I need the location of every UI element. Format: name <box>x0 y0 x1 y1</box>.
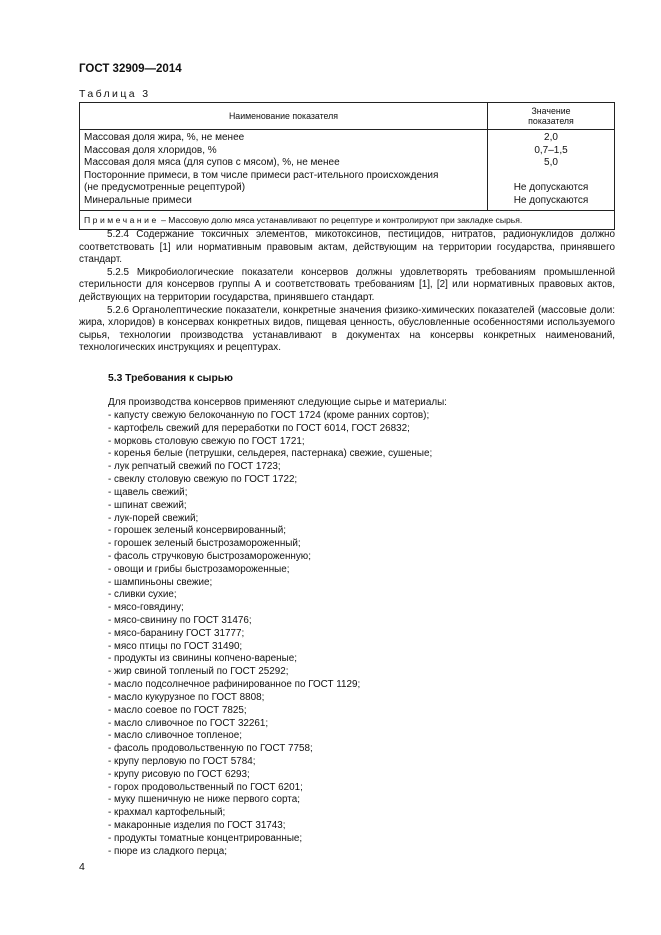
list-item: - продукты томатные концентрированные; <box>108 832 303 844</box>
indicator-name: Посторонние примеси, в том числе примеси раст-ительного происхождения <box>84 169 439 181</box>
list-item: - щавель свежий; <box>108 486 188 498</box>
paragraph-5-2-4: 5.2.4 Содержание токсичных элементов, микотоксинов, пестицидов, нитратов, радионуклидов должно соответствовать [1] или нормативным правовым актам, действующим на территории государства, принявшего стандарт. <box>79 229 615 266</box>
list-item: - шпинат свежий; <box>108 499 187 511</box>
list-item: - капусту свежую белокочанную по ГОСТ 1724 (кроме ранних сортов); <box>108 410 430 421</box>
list-item: - свеклу столовую свежую по ГОСТ 1722; <box>108 474 298 486</box>
raw-materials-list <box>108 410 432 858</box>
section-title: 5.3 Требования к сырью <box>108 373 233 384</box>
list-item: - крахмал картофельный; <box>108 807 226 819</box>
list-item: - масло сливочное топленое; <box>108 730 242 742</box>
requirements-paragraphs <box>79 229 615 355</box>
indicator-value: Не допускаются <box>513 194 589 206</box>
list-item: - макаронные изделия по ГОСТ 31743; <box>108 820 286 831</box>
list-item: - фасоль продовольственную по ГОСТ 7758; <box>108 743 313 755</box>
indicator-name: Массовая доля мяса (для супов с мясом), %, не менее <box>84 157 340 169</box>
column-header-name: Наименование показателя <box>80 103 488 130</box>
list-item: - масло сливочное по ГОСТ 32261; <box>108 717 269 729</box>
list-item: - морковь столовую свежую по ГОСТ 1721; <box>108 435 305 447</box>
table-body-row <box>80 130 615 211</box>
indicator-value: Не допускаются <box>513 182 589 194</box>
list-item: - лук репчатый свежий по ГОСТ 1723; <box>108 461 281 473</box>
indicator-names-cell <box>80 130 488 211</box>
list-item: - шампиньоны свежие; <box>108 576 213 588</box>
list-item: - сливки сухие; <box>108 589 177 601</box>
table-caption: Таблица 3 <box>79 88 151 100</box>
list-item: - коренья белые (петрушки, сельдерея, пастернака) свежие, сушеные; <box>108 448 433 460</box>
indicator-name: Минеральные примеси <box>84 194 192 206</box>
list-item: - лук-порей свежий; <box>108 512 199 524</box>
indicator-name: Массовая доля жира, %, не менее <box>84 132 245 143</box>
list-item: - жир свиной топленый по ГОСТ 25292; <box>108 666 289 678</box>
paragraph-5-2-6: 5.2.6 Органолептические показатели, конкретные значения физико-химических показателей (массовые доли: жира, хлоридов) в консервах конкретных видов, пищевая ценность, обусловленные особенностями используемого сырья, технологии производства устанавливают в документах на консервы конкретных наименований, технологических инструкциях и рецептурах. <box>79 304 615 354</box>
list-item: - масло подсолнечное рафинированное по ГОСТ 1129; <box>108 679 361 691</box>
list-item: - муку пшеничную не ниже первого сорта; <box>108 794 300 806</box>
list-item: - масло кукурузное по ГОСТ 8808; <box>108 691 265 703</box>
list-item: - масло соевое по ГОСТ 7825; <box>108 704 247 716</box>
table-note <box>80 210 615 230</box>
list-item: - мясо-свинину по ГОСТ 31476; <box>108 615 252 626</box>
indicator-name: (не предусмотренные рецептурой) <box>84 182 246 194</box>
indicator-value: 0,7–1,5 <box>534 144 568 156</box>
section-intro: Для производства консервов применяют следующие сырье и материалы: <box>108 397 447 408</box>
note-text: – Массовую долю мяса устанавливают по рецептуре и контролируют при закладке сырья. <box>158 214 523 225</box>
table-header-row <box>80 103 615 130</box>
list-item: - крупу рисовую по ГОСТ 6293; <box>108 768 250 780</box>
note-label: Примечание <box>84 214 159 225</box>
list-item: - горох продовольственный по ГОСТ 6201; <box>108 781 303 793</box>
list-item: - картофель свежий для переработки по ГОСТ 6014, ГОСТ 26832; <box>108 422 410 434</box>
indicator-value: 5,0 <box>544 157 558 169</box>
list-item: - мясо птицы по ГОСТ 31490; <box>108 640 243 652</box>
indicator-value <box>492 170 610 183</box>
column-header-value: Значение показателя <box>488 103 615 130</box>
list-item: - горошек зеленый консервированный; <box>108 525 286 537</box>
list-item: - овощи и грибы быстрозамороженные; <box>108 563 290 575</box>
list-item: - мясо-говядину; <box>108 602 184 614</box>
standard-header: ГОСТ 32909—2014 <box>79 63 182 75</box>
list-item: - мясо-баранину ГОСТ 31777; <box>108 627 245 639</box>
table-note-row <box>80 210 615 230</box>
list-item: - горошек зеленый быстрозамороженный; <box>108 538 301 550</box>
list-item: - продукты из свинины копчено-вареные; <box>108 653 297 665</box>
list-item: - фасоль стручковую быстрозамороженную; <box>108 550 311 562</box>
indicator-values-cell <box>488 130 615 211</box>
paragraph-5-2-5: 5.2.5 Микробиологические показатели консервов должны удовлетворять требованиям промышленной стерильности для консервов группы А и соответствовать требованиям [1], [2] или нормативных правовых актов, действующих на территории государства, принявшего стандарт. <box>79 266 615 303</box>
indicator-value: 2,0 <box>544 132 558 143</box>
list-item: - пюре из сладкого перца; <box>108 845 228 857</box>
indicator-name: Массовая доля хлоридов, % <box>84 144 217 156</box>
list-item: - крупу перловую по ГОСТ 5784; <box>108 755 256 767</box>
indicators-table <box>79 102 615 230</box>
page-number: 4 <box>79 861 85 873</box>
